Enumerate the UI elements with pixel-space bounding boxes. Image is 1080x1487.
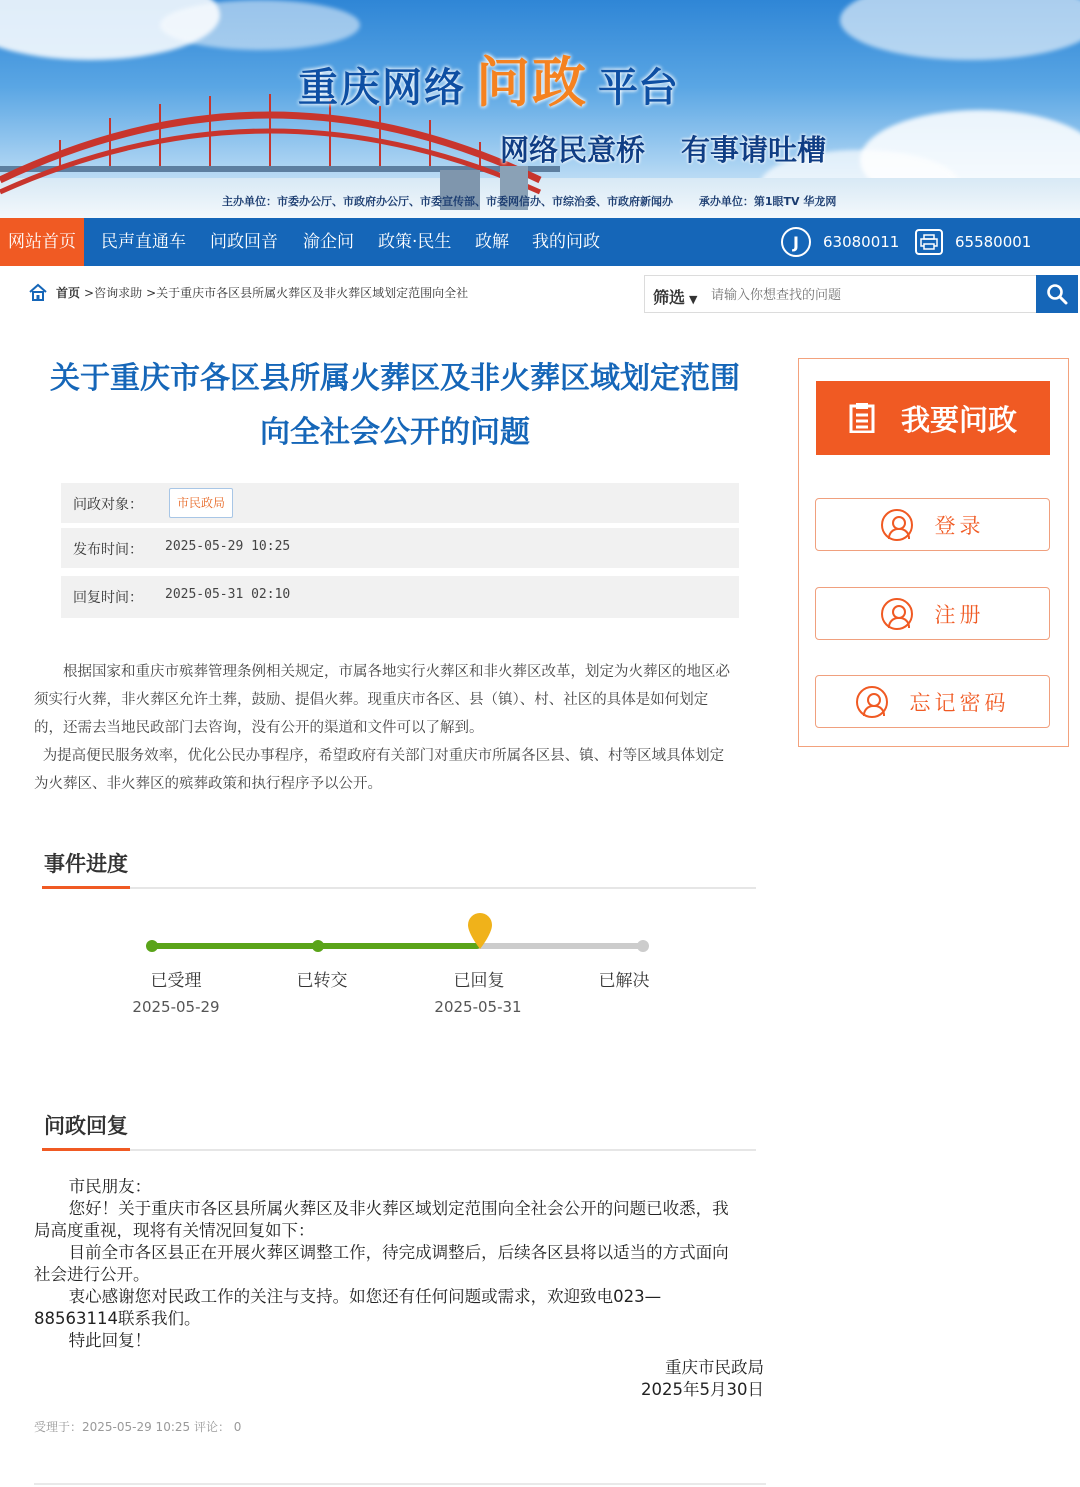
user-side-panel [798, 358, 1069, 747]
breadcrumb-home[interactable]: 首页 [56, 285, 81, 300]
progress-section-header [42, 848, 756, 889]
login-label: 登录 [934, 513, 985, 538]
step-label-replied: 已回复 [453, 971, 505, 991]
article-title [30, 352, 760, 460]
reply-para-2a: 目前全市各区县正在开展火葬区调整工作，待完成调整后，后续各区县将以适当的方式面向 [68, 1243, 729, 1262]
meta-reply-time [61, 576, 739, 618]
article-title-line-2: 向全社会公开的问题 [260, 415, 530, 450]
register-button[interactable] [815, 587, 1050, 640]
document-icon [849, 403, 875, 433]
ask-question-button[interactable] [816, 381, 1050, 455]
article-title-line-1: 关于重庆市各区县所属火葬区及非火葬区域划定范围 [50, 361, 740, 396]
step-date-accepted: 2025-05-29 [132, 998, 220, 1016]
progress-dot-accepted [146, 940, 158, 952]
reply-greeting: 市民朋友： [68, 1177, 152, 1196]
hotline-number-1: 63080011 [823, 233, 900, 251]
reply-para-1b: 局高度重视，现将有关情况回复如下： [34, 1221, 315, 1240]
nav-item-interpretation[interactable]: 政解 [475, 232, 509, 252]
caret-down-icon: ▼ [689, 293, 698, 306]
fax-icon [915, 229, 943, 255]
user-icon [856, 686, 888, 718]
register-label: 注册 [934, 602, 985, 627]
breadcrumb [28, 283, 468, 301]
search-filter-label: 筛选 [653, 288, 686, 307]
cloud [840, 0, 1080, 60]
meta-reply-value: 2025-05-31 02:10 [165, 587, 291, 602]
breadcrumb-category[interactable]: >咨询求助 [84, 285, 143, 300]
divider [34, 1483, 766, 1485]
reply-para-2b: 社会进行公开。 [34, 1265, 150, 1284]
accepted-footnote: 受理于：2025-05-29 10:25 评论： 0 [34, 1420, 242, 1434]
article-para-2a: 为提高便民服务效率，优化公民办事程序，希望政府有关部门对重庆市所属各区县、镇、村等区域具体划定 [42, 748, 725, 764]
hotline-number-2: 65580001 [955, 233, 1032, 251]
progress-dot-transferred [312, 940, 324, 952]
reply-para-3b: 88563114联系我们。 [34, 1309, 201, 1328]
meta-target-label: 问政对象： [73, 497, 143, 513]
header-banner [0, 0, 1080, 218]
nav-item-enterprise[interactable]: 渝企问 [303, 232, 354, 252]
search-input[interactable] [711, 282, 1031, 308]
nav-item-home[interactable]: 网站首页 [0, 218, 84, 266]
progress-heading: 事件进度 [42, 848, 130, 889]
nav-item-echo[interactable]: 问政回音 [210, 232, 278, 252]
host-info [222, 193, 858, 209]
user-icon [881, 509, 913, 541]
organizer-text: 承办单位：第1眼TV 华龙网 [698, 195, 837, 208]
reply-section-header [42, 1110, 756, 1151]
target-department-tag[interactable]: 市民政局 [169, 488, 233, 518]
meta-target [61, 483, 739, 523]
step-label-transferred: 已转交 [296, 971, 348, 991]
login-button[interactable] [815, 498, 1050, 551]
search-button[interactable] [1036, 275, 1078, 313]
hotline-fax [915, 227, 1031, 257]
article-para-1b: 须实行火葬，非火葬区允许土葬，鼓励、提倡火葬。现重庆市各区、县（镇）、村、社区的具体是如何划定 [34, 692, 709, 708]
forgot-password-button[interactable] [815, 675, 1050, 728]
site-title-left: 重庆网络 [298, 65, 466, 111]
ask-question-label: 我要问政 [900, 404, 1017, 437]
forgot-password-label: 忘记密码 [909, 690, 1010, 715]
site-slogan [500, 128, 826, 169]
breadcrumb-current: >关于重庆市各区县所属火葬区及非火葬区域划定范围向全社 [146, 285, 469, 300]
meta-reply-label: 回复时间： [73, 590, 143, 606]
search-bar [644, 275, 1078, 313]
article-para-1a: 根据国家和重庆市殡葬管理条例相关规定，市属各地实行火葬区和非火葬区改革，划定为火葬区的地区必 [63, 664, 730, 680]
meta-publish-label: 发布时间： [73, 542, 143, 558]
search-filter-dropdown[interactable] [653, 285, 697, 308]
site-title-highlight: 问政 [476, 51, 588, 114]
host-text: 主办单位：市委办公厅、市政府办公厅、市委宣传部、市委网信办、市综治委、市政府新闻办 [222, 195, 673, 208]
user-icon [881, 598, 913, 630]
progress-dot-solved [637, 940, 649, 952]
site-title [298, 40, 678, 117]
progress-current-marker-icon [466, 912, 494, 950]
meta-publish-time [61, 528, 739, 568]
reply-para-4: 特此回复！ [68, 1331, 152, 1350]
reply-para-3a: 衷心感谢您对民政工作的关注与支持。如您还有任何问题或需求，欢迎致电023— [68, 1287, 662, 1306]
nav-item-direct-train[interactable]: 民声直通车 [101, 232, 186, 252]
step-label-accepted: 已受理 [150, 971, 202, 991]
phone-icon: J [781, 227, 811, 257]
hotline-phone [781, 227, 899, 257]
site-title-right: 平台 [598, 65, 678, 111]
nav-item-policy[interactable]: 政策·民生 [378, 232, 452, 252]
reply-heading: 问政回复 [42, 1110, 130, 1151]
nav-item-my[interactable]: 我的问政 [532, 232, 600, 252]
slogan-1: 网络民意桥 [500, 133, 646, 167]
step-date-replied: 2025-05-31 [434, 998, 522, 1016]
article-para-2b: 为火葬区、非火葬区的殡葬政策和执行程序予以公开。 [34, 776, 382, 792]
reply-signature: 重庆市民政局 [665, 1358, 764, 1377]
article-para-1c: 的，还需去当地民政部门去咨询，没有公开的渠道和文件可以了解到。 [34, 720, 484, 736]
reply-para-1a: 您好！关于重庆市各区县所属火葬区及非火葬区域划定范围向全社会公开的问题已收悉，我 [68, 1199, 729, 1218]
reply-date: 2025年5月30日 [641, 1380, 764, 1399]
main-nav [0, 218, 1080, 266]
slogan-2: 有事请吐槽 [681, 133, 827, 167]
step-label-solved: 已解决 [598, 971, 650, 991]
search-icon [1046, 283, 1068, 305]
meta-publish-value: 2025-05-29 10:25 [165, 539, 291, 554]
home-icon [28, 283, 48, 301]
